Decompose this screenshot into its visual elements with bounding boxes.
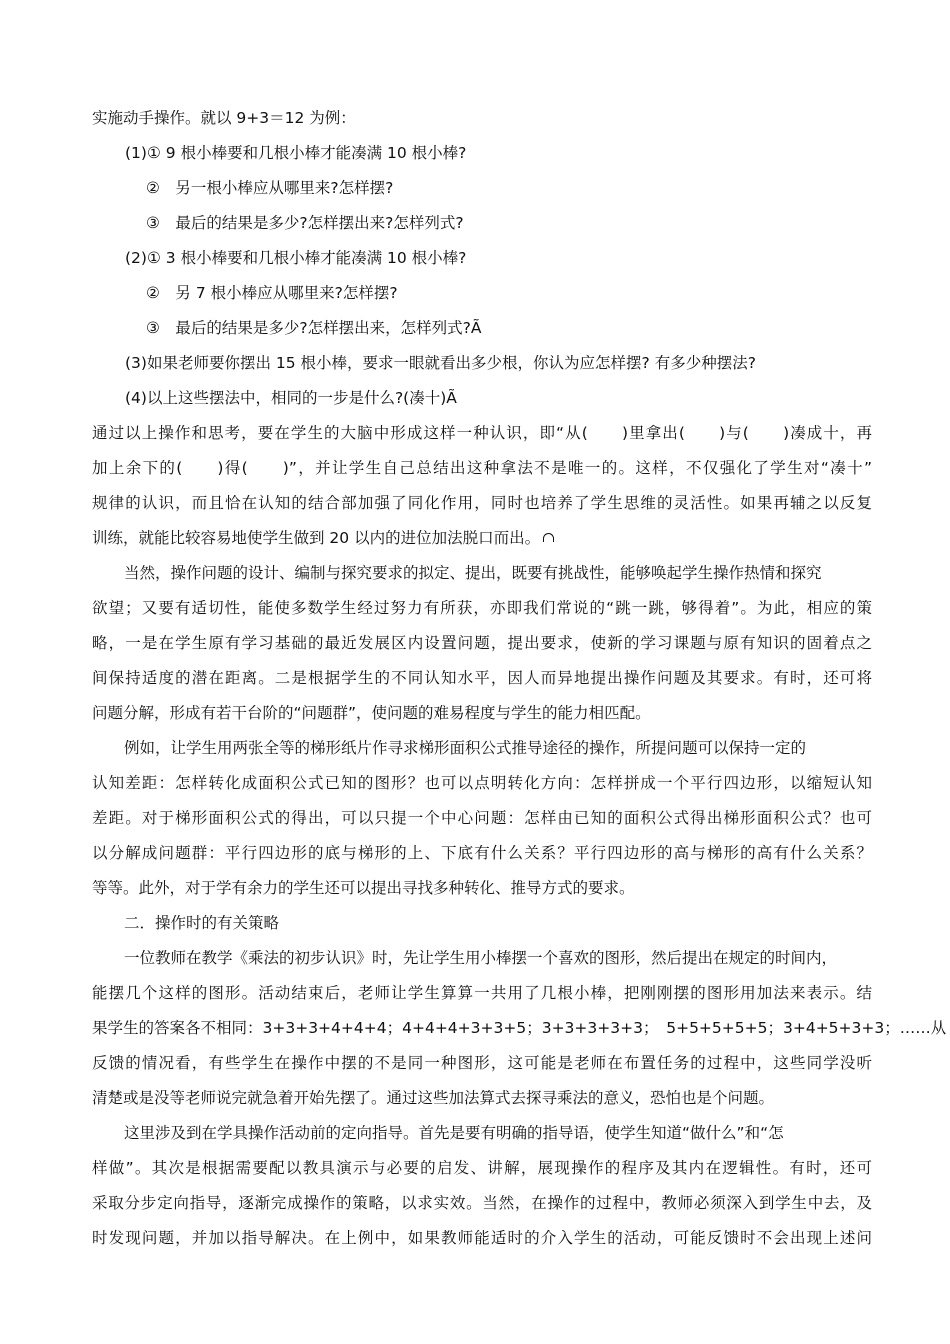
list-item: ③ 最后的结果是多少?怎样摆出来?怎样列式? [146,214,464,232]
margin-mark-icon [543,533,554,542]
list-item: (1)① 9 根小棒要和几根小棒才能凑满 10 根小棒? [125,144,467,162]
paragraph-line: 认知差距：怎样转化成面积公式已知的图形？也可以点明转化方向：怎样拼成一个平行四边形，以缩短认知 [92,774,872,792]
paragraph-line: 规律的认识，而且恰在认知的结合部加强了同化作用，同时也培养了学生思维的灵活性。如果再辅之以反复 [92,494,872,512]
paragraph-line: 欲望；又要有适切性，能使多数学生经过努力有所获，亦即我们常说的“跳一跳，够得着”。为此，相应的策 [92,599,872,617]
text-line: 实施动手操作。就以 9+3＝12 为例： [92,109,356,127]
paragraph-line: 这里涉及到在学具操作活动前的定向指导。首先是要有明确的指导语，使学生知道“做什么”和“怎 [124,1124,784,1142]
paragraph-line: 通过以上操作和思考，要在学生的大脑中形成这样一种认识，即“从( )里拿出( )与( )凑成十，再 [92,424,872,442]
paragraph-line: 差距。对于梯形面积公式的得出，可以只提一个中心问题：怎样由已知的面积公式得出梯形面积公式？也可 [92,809,872,827]
list-item: (4)以上这些摆法中，相同的一步是什么?(凑十)Ã [125,389,457,407]
list-item: (2)① 3 根小棒要和几根小棒才能凑满 10 根小棒? [125,249,467,267]
paragraph-line: 当然，操作问题的设计、编制与探究要求的拟定、提出，既要有挑战性，能够唤起学生操作热情和探究 [124,564,822,582]
paragraph-line: 反馈的情况看，有些学生在操作中摆的不是同一种图形，这可能是老师在布置任务的过程中，这些同学没听 [92,1054,872,1072]
paragraph-line: 例如，让学生用两张全等的梯形纸片作寻求梯形面积公式推导途径的操作，所提问题可以保持一定的 [124,739,807,757]
paragraph-line: 等等。此外，对于学有余力的学生还可以提出寻找多种转化、推导方式的要求。 [92,879,635,897]
paragraph-line: 清楚或是没等老师说完就急着开始先摆了。通过这些加法算式去探寻乘法的意义，恐怕也是个问题。 [92,1089,775,1107]
paragraph-line: 一位教师在教学《乘法的初步认识》时，先让学生用小棒摆一个喜欢的图形，然后提出在规定的时间内， [124,949,838,967]
list-item: (3)如果老师要你摆出 15 根小棒，要求一眼就看出多少根，你认为应怎样摆? 有多少种摆法? [125,354,756,372]
section-heading: 二．操作时的有关策略 [124,914,280,932]
list-item: ③ 最后的结果是多少?怎样摆出来，怎样列式?Ã [146,319,482,337]
paragraph-line: 能摆几个这样的图形。活动结束后，老师让学生算算一共用了几根小棒，把刚刚摆的图形用加法来表示。结 [92,984,872,1002]
list-item: ② 另一根小棒应从哪里来?怎样摆? [146,179,394,197]
paragraph-line: 采取分步定向指导，逐渐完成操作的策略，以求实效。当然，在操作的过程中，教师必须深入到学生中去，及 [92,1194,872,1212]
list-item: ② 另 7 根小棒应从哪里来?怎样摆? [146,284,398,302]
paragraph-line: 略，一是在学生原有学习基础的最近发展区内设置问题，提出要求，使新的学习课题与原有知识的固着点之 [92,634,872,652]
paragraph-line: 果学生的答案各不相同：3+3+3+4+4+4；4+4+4+3+3+5；3+3+3+3+3； 5+5+5+5+5；3+4+5+3+3；……从 [92,1019,947,1037]
paragraph-line: 间保持适度的潜在距离。二是根据学生的不同认知水平，因人而异地提出操作问题及其要求。有时，还可将 [92,669,872,687]
paragraph-line: 以分解成问题群：平行四边形的底与梯形的上、下底有什么关系？平行四边形的高与梯形的高有什么关系？ [92,844,872,862]
paragraph-line: 样做”。其次是根据需要配以教具演示与必要的启发、讲解，展现操作的程序及其内在逻辑性。有时，还可 [92,1159,872,1177]
paragraph-line: 问题分解，形成有若干台阶的“问题群”，使问题的难易程度与学生的能力相匹配。 [92,704,651,722]
paragraph-line: 加上余下的( )得( )”，并让学生自己总结出这种拿法不是唯一的。这样，不仅强化了学生对“凑十” [92,459,872,477]
paragraph-line: 时发现问题，并加以指导解决。在上例中，如果教师能适时的介入学生的活动，可能反馈时不会出现上述问 [92,1229,872,1247]
paragraph-line [92,527,872,551]
paragraph-text: 训练，就能比较容易地使学生做到 20 以内的进位加法脱口而出。 [92,529,541,547]
